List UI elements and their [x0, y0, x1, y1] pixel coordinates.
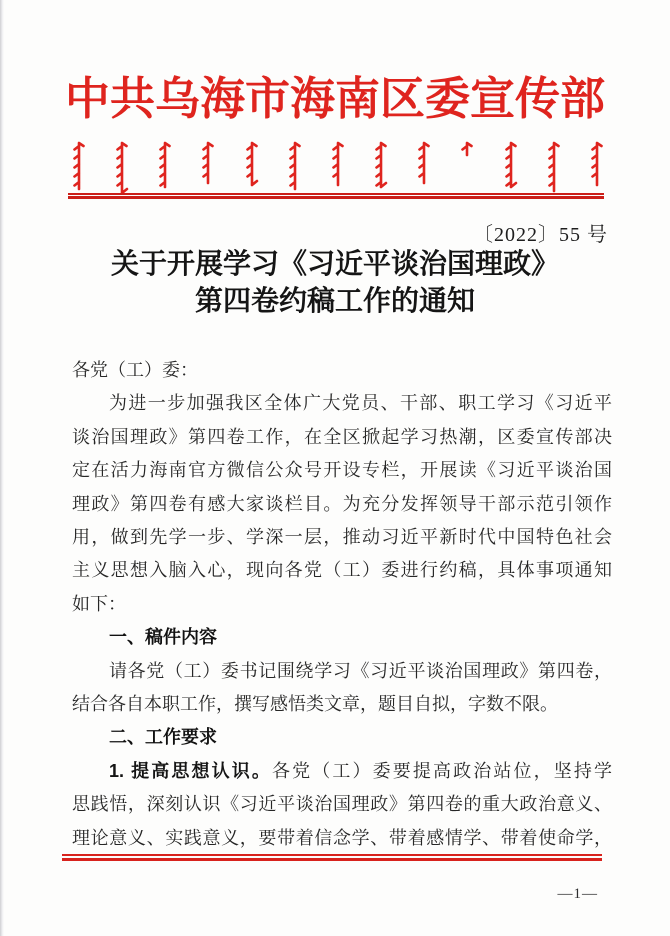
body-line: 结合各自本职工作，撰写感悟类文章，题目自拟，字数不限。: [72, 694, 558, 715]
mongolian-word: [288, 141, 302, 191]
notice-title: [0, 246, 670, 320]
footer-separator-line: [62, 854, 602, 861]
mongolian-word: [72, 141, 86, 191]
mongolian-word: [158, 141, 172, 189]
mongolian-word: [374, 141, 388, 189]
notice-title-line-2: 第四卷约稿工作的通知: [194, 286, 475, 317]
mongolian-word: [504, 141, 518, 189]
body-line: 各党（工）委：: [72, 360, 198, 380]
body-line: [72, 755, 612, 788]
body-line: 理政》第四卷有感大家谈栏目。为充分发挥领导干部示范引领作: [72, 493, 612, 514]
body-line: 理论意义、实践意义，要带着信念学、带着感情学、带着使命学，: [72, 827, 612, 848]
section-heading: 一、稿件内容: [109, 627, 217, 648]
body-line: 定在活力海南官方微信公众号开设专栏，开展读《习近平谈治国: [72, 460, 612, 481]
mongolian-word: [417, 141, 431, 185]
mongolian-word: [115, 141, 129, 195]
mongolian-word: [460, 141, 474, 157]
mongolian-word: [547, 141, 561, 193]
header-separator-line: [68, 193, 604, 199]
section-heading: 二、工作要求: [109, 727, 217, 748]
notice-title-line-1: 关于开展学习《习近平谈治国理政》: [110, 249, 559, 280]
mongolian-script-row: [72, 141, 604, 195]
body-line: 思践悟，深刻认识《习近平谈治国理政》第四卷的重大政治意义、: [72, 794, 612, 815]
body-block: [72, 354, 612, 855]
letterhead-title: 中共乌海市海南区委宣传部: [64, 74, 605, 124]
body-line: 谈治国理政》第四卷工作，在全区掀起学习热潮，区委宣传部决: [72, 426, 612, 447]
mongolian-word: [590, 141, 604, 187]
body-line: 如下：: [72, 593, 126, 614]
body-line: 为进一步加强我区全体广大党员、干部、职工学习《习近平: [109, 393, 612, 414]
body-line: 请各党（工）委书记围绕学习《习近平谈治国理政》第四卷，: [109, 660, 612, 681]
mongolian-word: [201, 141, 215, 185]
body-line: 用，做到先学一步、学深一层，推动习近平新时代中国特色社会: [72, 527, 612, 548]
body-line: 主义思想入脑入心，现向各党（工）委进行约稿，具体事项通知: [72, 560, 612, 581]
mongolian-word: [331, 141, 345, 187]
numbered-point-label: 1. 提高思想认识。: [109, 760, 273, 781]
document-number: 〔2022〕55 号: [473, 224, 608, 246]
page-number: —1—: [557, 886, 598, 902]
body-text-run: 各党（工）委要提高政治站位，坚持学: [272, 760, 613, 781]
mongolian-word: [245, 141, 259, 187]
scan-edge-shadow: [0, 0, 4, 936]
